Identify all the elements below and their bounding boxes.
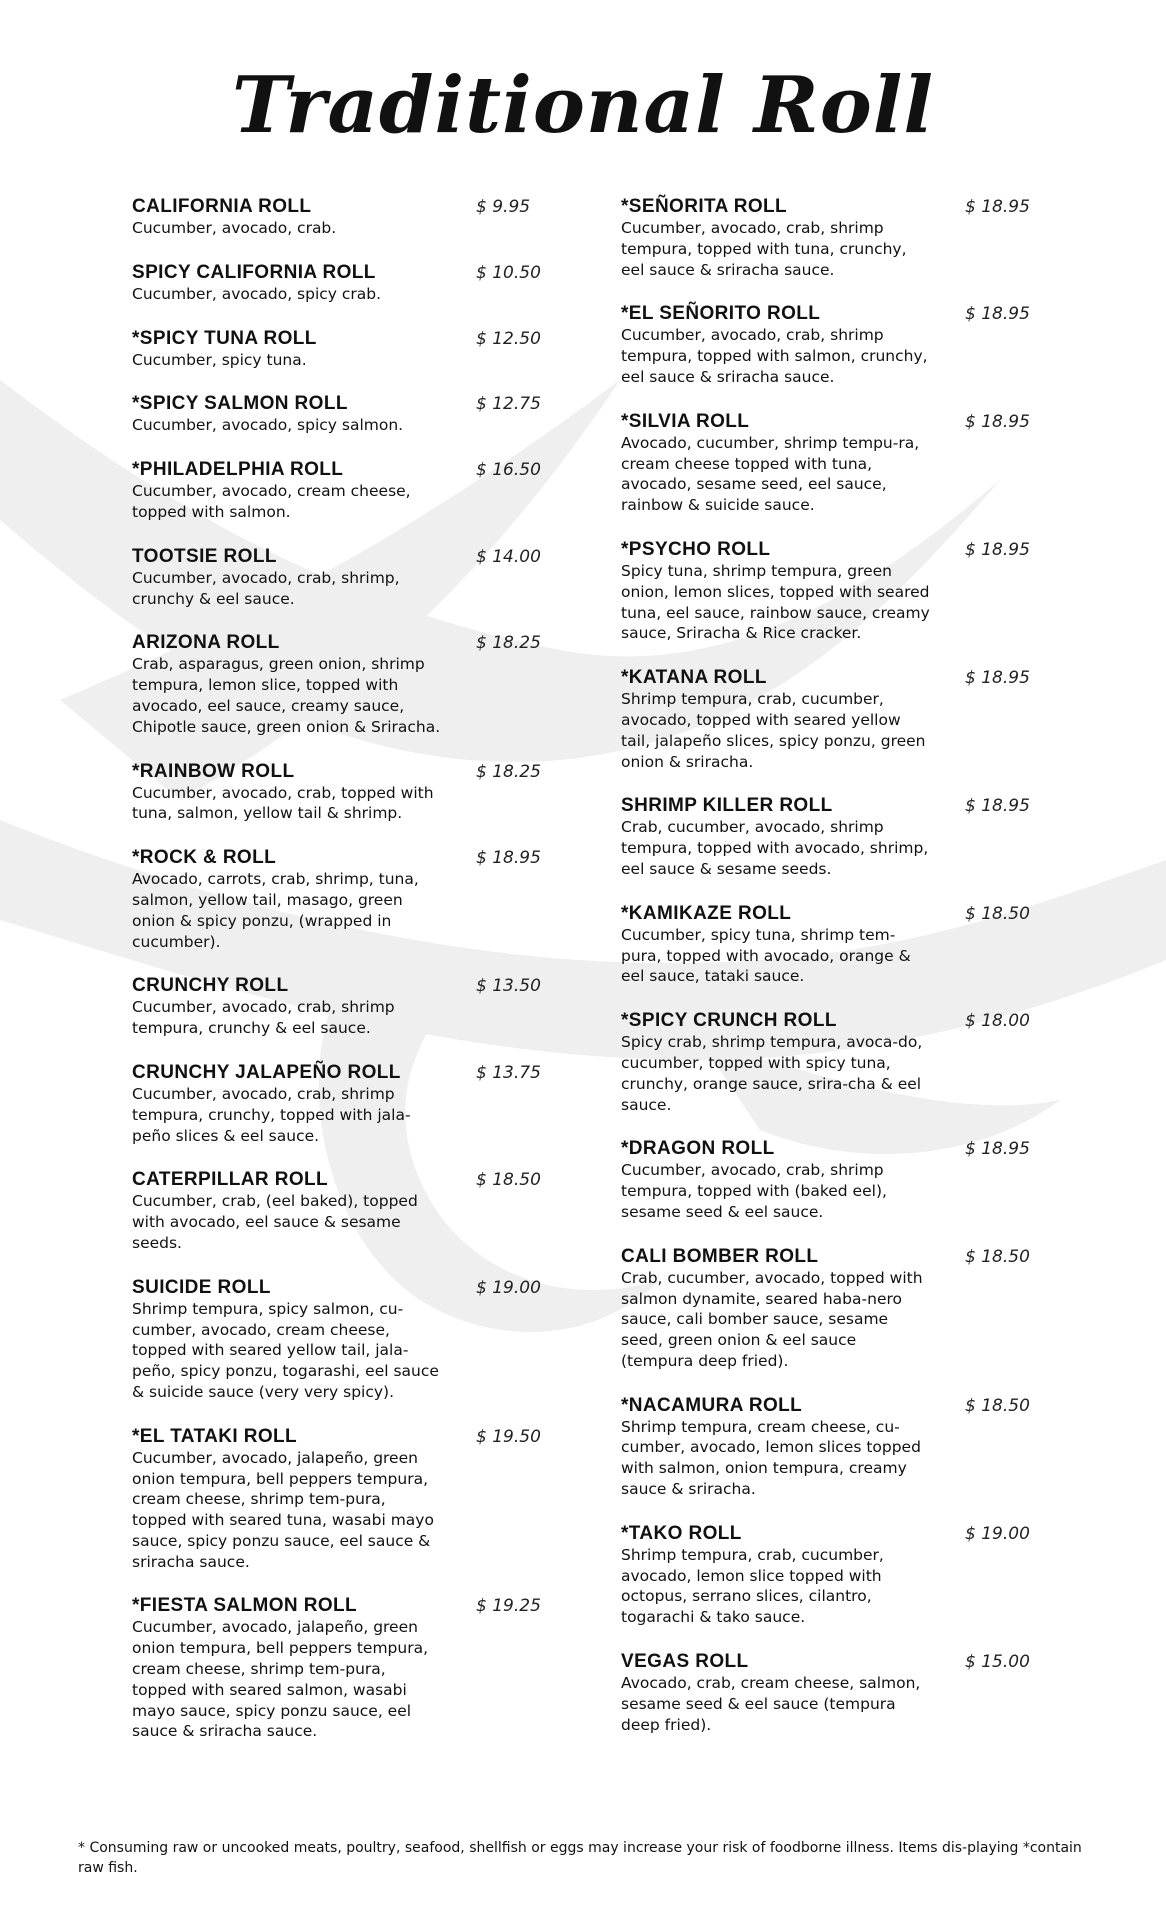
menu-item [132, 847, 552, 952]
menu-column-right [621, 196, 1041, 1758]
menu-item-description: Crab, cucumber, avocado, topped with salmon dynamite, seared haba-nero sauce, cali bomber sauce, sesame seed, green onion & eel sauce (tempura deep fried). [621, 1268, 923, 1370]
menu-item [621, 1651, 1041, 1735]
menu-item [132, 1062, 552, 1146]
menu-item-description: Avocado, carrots, crab, shrimp, tuna, salmon, yellow tail, masago, green onion & spicy ponzu, (wrapped in cucumber). [132, 870, 419, 951]
menu-item-price: $ 19.00 [965, 1523, 1030, 1544]
menu-item [132, 546, 552, 610]
menu-item [132, 262, 552, 305]
menu-item-price: $ 13.50 [476, 976, 541, 997]
menu-item-price: $ 12.75 [476, 394, 541, 415]
menu-item-price: $ 18.95 [965, 411, 1030, 432]
menu-item [132, 328, 552, 371]
menu-item-name: CALIFORNIA ROLL [132, 196, 312, 217]
menu-item-name: CATERPILLAR ROLL [132, 1169, 329, 1191]
menu-item-name: *FIESTA SALMON ROLL [132, 1595, 358, 1617]
menu-item [132, 632, 552, 737]
menu-item-name: *EL TATAKI ROLL [132, 1425, 298, 1447]
menu-item-description: Spicy crab, shrimp tempura, avoca-do, cucumber, topped with spicy tuna, crunchy, orange sauce, srira-cha & eel sauce. [621, 1033, 923, 1114]
menu-item-price: $ 19.50 [476, 1426, 541, 1447]
menu-item [621, 667, 1041, 772]
menu-item-price: $ 18.95 [965, 796, 1030, 817]
menu-item-price: $ 12.50 [476, 328, 541, 349]
menu-item-description: Cucumber, avocado, jalapeño, green onion tempura, bell peppers tempura, cream cheese, shrimp tem-pura, topped with seared salmon, wasabi mayo sauce, spicy ponzu sauce, eel sauce & sriracha sauce. [132, 1618, 428, 1741]
menu-item [132, 1426, 552, 1573]
menu-item-price: $ 18.50 [965, 903, 1030, 924]
menu-item-description: Cucumber, avocado, crab, shrimp tempura, topped with (baked eel), sesame seed & eel sauce. [621, 1161, 887, 1221]
menu-item-description: Cucumber, avocado, crab. [132, 219, 337, 237]
menu-item-name: *TAKO ROLL [621, 1522, 742, 1544]
menu-item-price: $ 19.25 [476, 1596, 541, 1617]
menu-item-description: Shrimp tempura, crab, cucumber, avocado, topped with seared yellow tail, jalapeño slices, spicy ponzu, green onion & sriracha. [621, 690, 926, 771]
menu-item [621, 303, 1041, 387]
menu-item-price: $ 18.25 [476, 761, 541, 782]
menu-item-price: $ 10.50 [476, 262, 541, 283]
menu-item [621, 1138, 1041, 1222]
menu-item [621, 1395, 1041, 1500]
menu-item-description: Cucumber, avocado, jalapeño, green onion tempura, bell peppers tempura, cream cheese, shrimp tem-pura, topped with seared tuna, wasabi mayo sauce, spicy ponzu sauce, eel sauce & sriracha sauce. [132, 1448, 434, 1571]
menu-item-price: $ 18.95 [965, 1139, 1030, 1160]
menu-item-description: Shrimp tempura, spicy salmon, cu-cumber, avocado, cream cheese, topped with seared yellow tail, jala-peño, spicy ponzu, togarashi, eel sauce & suicide sauce (very very spicy). [132, 1299, 439, 1401]
menu-item [132, 1169, 552, 1253]
menu-item-name: CRUNCHY ROLL [132, 975, 289, 997]
menu-item-name: ARIZONA ROLL [132, 632, 280, 654]
menu-item-price: $ 18.50 [965, 1395, 1030, 1416]
menu-item-description: Cucumber, avocado, crab, topped with tuna, salmon, yellow tail & shrimp. [132, 783, 434, 823]
menu-item-name: *NACAMURA ROLL [621, 1394, 803, 1416]
menu-item-description: Cucumber, crab, (eel baked), topped with avocado, eel sauce & sesame seeds. [132, 1192, 418, 1252]
menu-item-name: SPICY CALIFORNIA ROLL [132, 261, 376, 283]
menu-item-description: Cucumber, avocado, crab, shrimp tempura, topped with salmon, crunchy, eel sauce & sriracha sauce. [621, 326, 928, 386]
menu-item-price: $ 18.50 [965, 1246, 1030, 1267]
menu-item-name: *SEÑORITA ROLL [621, 196, 788, 217]
menu-item-name: *SPICY CRUNCH ROLL [621, 1010, 837, 1032]
menu-item-description: Cucumber, avocado, spicy crab. [132, 284, 382, 303]
menu-item [132, 1277, 552, 1403]
menu-item-description: Cucumber, avocado, crab, shrimp tempura, topped with tuna, crunchy, eel sauce & sriracha sauce. [621, 219, 907, 279]
menu-item [132, 975, 552, 1039]
menu-item-name: *KATANA ROLL [621, 667, 767, 689]
menu-item-name: *DRAGON ROLL [621, 1138, 775, 1160]
menu-item-price: $ 16.50 [476, 460, 541, 481]
menu-item-price: $ 18.95 [965, 668, 1030, 689]
menu-item-description: Cucumber, spicy tuna, shrimp tem-pura, topped with avocado, orange & eel sauce, tataki sauce. [621, 925, 911, 986]
menu-item [621, 1010, 1041, 1115]
menu-item-name: *SPICY TUNA ROLL [132, 327, 317, 349]
menu-item-price: $ 18.95 [965, 539, 1030, 560]
menu-item-name: *ROCK & ROLL [132, 847, 277, 869]
menu-item [621, 795, 1041, 879]
menu-item-description: Shrimp tempura, crab, cucumber, avocado, lemon slice topped with octopus, serrano slices, cilantro, togarachi & tako sauce. [621, 1545, 884, 1627]
menu-item-name: TOOTSIE ROLL [132, 545, 277, 567]
menu-item [132, 393, 552, 436]
menu-item-description: Cucumber, avocado, cream cheese, topped with salmon. [132, 482, 411, 521]
menu-item-name: SUICIDE ROLL [132, 1276, 271, 1298]
menu-item-description: Cucumber, spicy tuna. [132, 350, 307, 369]
menu-item-name: CALI BOMBER ROLL [621, 1245, 819, 1267]
menu-item-price: $ 18.95 [965, 304, 1030, 325]
menu-item-description: Cucumber, avocado, crab, shrimp, crunchy & eel sauce. [132, 568, 400, 608]
menu-item-description: Cucumber, avocado, crab, shrimp tempura, crunchy, topped with jala-peño slices & eel sauce. [132, 1084, 411, 1145]
menu-item-name: *PHILADELPHIA ROLL [132, 459, 344, 481]
menu-item [621, 1523, 1041, 1628]
menu-item-name: SHRIMP KILLER ROLL [621, 795, 833, 817]
menu-item-price: $ 14.00 [476, 546, 541, 567]
menu-item-name: *KAMIKAZE ROLL [621, 902, 792, 924]
menu-item-description: Avocado, cucumber, shrimp tempu-ra, cream cheese topped with tuna, avocado, sesame seed, eel sauce, rainbow & suicide sauce. [621, 433, 920, 515]
menu-item-description: Shrimp tempura, cream cheese, cu-cumber, avocado, lemon slices topped with salmon, onion tempura, creamy sauce & sriracha. [621, 1417, 921, 1499]
menu-item-name: VEGAS ROLL [621, 1651, 749, 1673]
menu-item [132, 196, 552, 239]
menu-item-price: $ 18.95 [965, 197, 1030, 217]
menu-item-name: *EL SEÑORITO ROLL [621, 303, 821, 325]
menu-item [132, 459, 552, 523]
menu-item-price: $ 18.50 [476, 1170, 541, 1191]
menu-item-name: *SPICY SALMON ROLL [132, 393, 348, 415]
menu-column-left [132, 196, 552, 1765]
menu-item [621, 539, 1041, 644]
menu-item-description: Crab, cucumber, avocado, shrimp tempura, topped with avocado, shrimp, eel sauce & sesame seeds. [621, 818, 929, 878]
page-title: Traditional Roll [231, 60, 934, 151]
menu-item-name: CRUNCHY JALAPEÑO ROLL [132, 1061, 401, 1083]
menu-item-price: $ 18.00 [965, 1011, 1030, 1032]
menu-item-description: Spicy tuna, shrimp tempura, green onion, lemon slices, topped with seared tuna, eel sauce, rainbow sauce, creamy sauce, Sriracha & Rice cracker. [621, 561, 930, 643]
menu-item-description: Crab, asparagus, green onion, shrimp tempura, lemon slice, topped with avocado, eel sauce, creamy sauce, Chipotle sauce, green onion & Sriracha. [132, 655, 441, 736]
menu-item [621, 1246, 1041, 1372]
menu-item-description: Avocado, crab, cream cheese, salmon, sesame seed & eel sauce (tempura deep fried). [621, 1674, 921, 1734]
menu-item [621, 411, 1041, 516]
menu-item-name: *PSYCHO ROLL [621, 538, 771, 560]
menu-item [621, 903, 1041, 987]
menu-item [621, 196, 1041, 280]
menu-item-price: $ 19.00 [476, 1277, 541, 1298]
menu-item-description: Cucumber, avocado, crab, shrimp tempura, crunchy & eel sauce. [132, 998, 395, 1038]
menu-item-description: Cucumber, avocado, spicy salmon. [132, 416, 404, 435]
raw-fish-disclaimer: * Consuming raw or uncooked meats, poultry, seafood, shellfish or eggs may increase your risk of foodborne illness. Items dis-playing *contain raw fish. [78, 1840, 1082, 1876]
menu-item-name: *RAINBOW ROLL [132, 760, 295, 782]
menu-item-name: *SILVIA ROLL [621, 410, 750, 432]
menu-item-price: $ 15.00 [965, 1652, 1030, 1673]
menu-item-price: $ 18.95 [476, 848, 541, 869]
menu-item-price: $ 13.75 [476, 1062, 541, 1083]
menu-item [132, 761, 552, 825]
menu-item-price: $ 9.95 [476, 197, 531, 217]
menu-item [132, 1595, 552, 1742]
menu-item-price: $ 18.25 [476, 633, 541, 654]
